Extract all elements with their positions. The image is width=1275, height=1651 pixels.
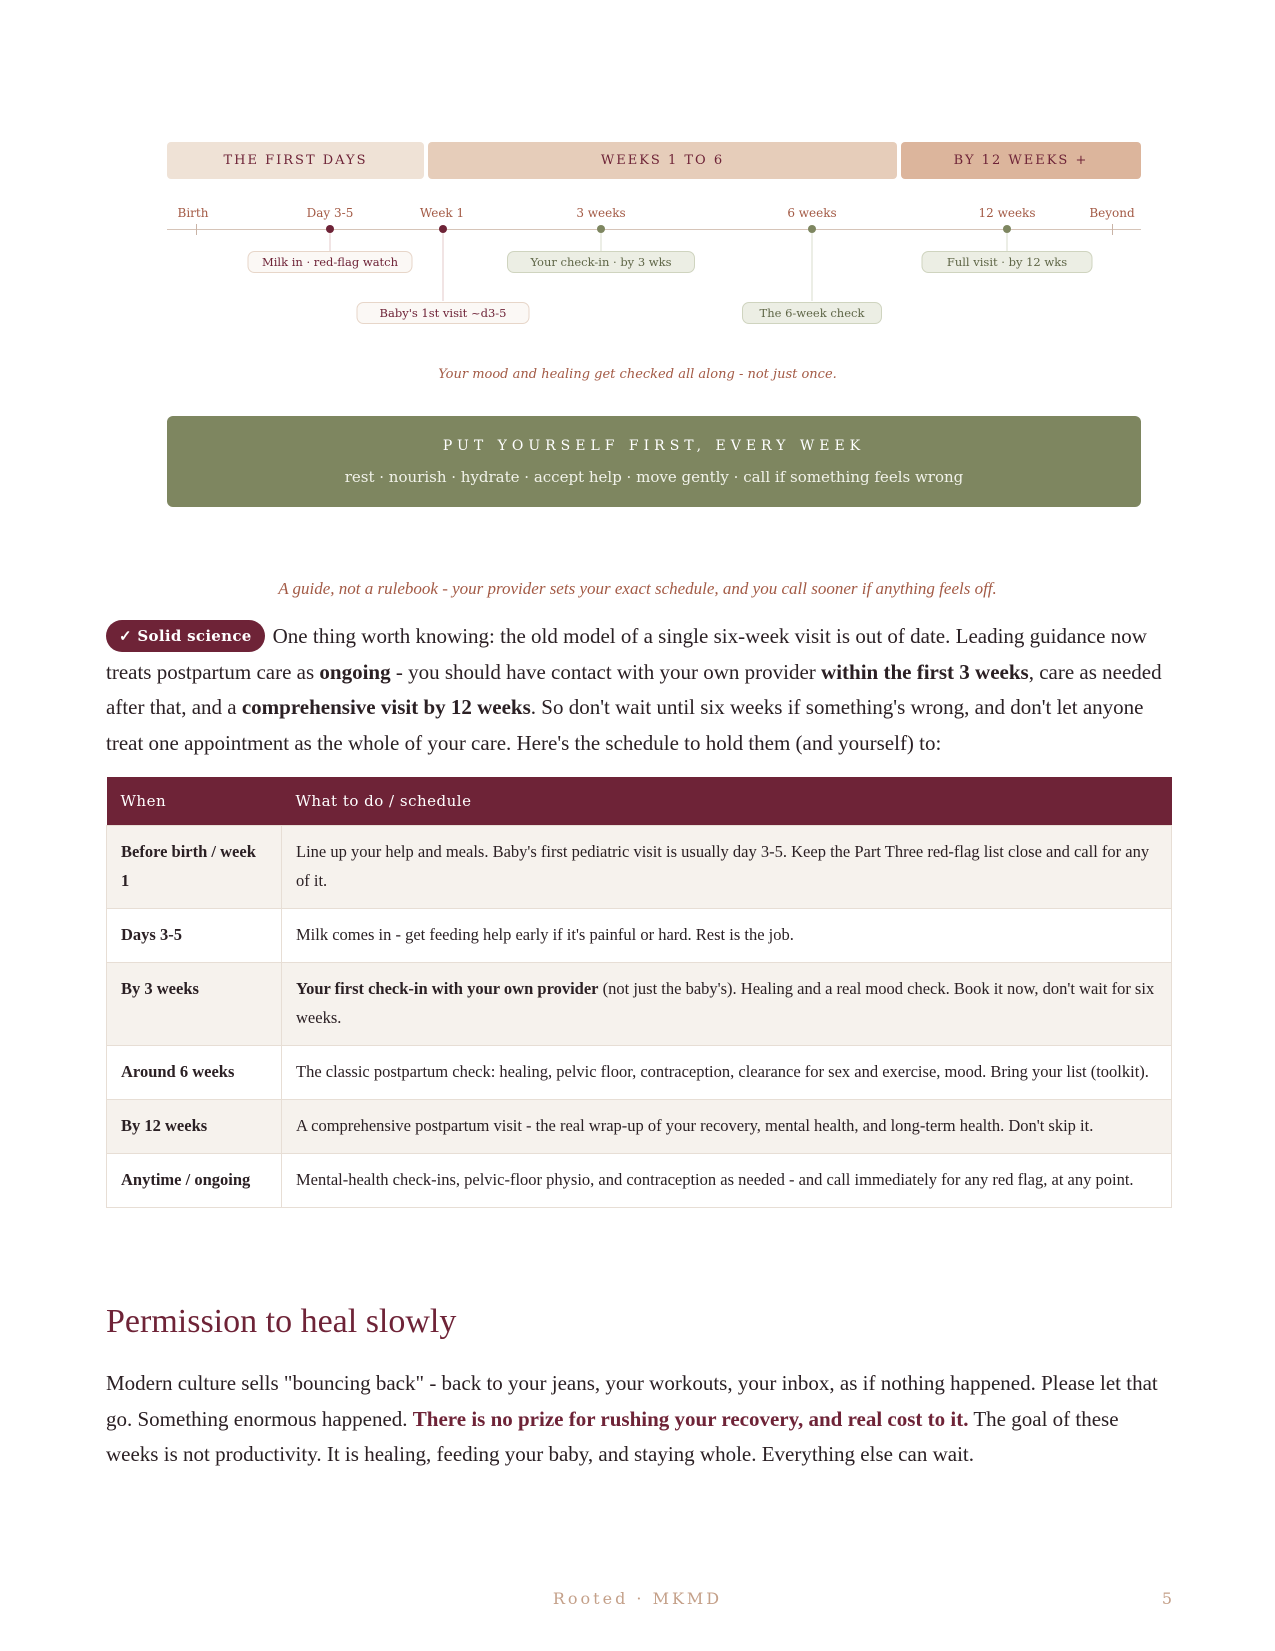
schedule-table [106, 777, 1172, 1208]
timeline-axis [167, 229, 1141, 230]
self-care-banner [167, 416, 1141, 507]
tick-beyond: Beyond [1089, 206, 1135, 220]
intro-bold-3-weeks: within the first 3 weeks [821, 659, 1029, 684]
row-when: Around 6 weeks [107, 1045, 282, 1099]
table-row [107, 962, 1172, 1045]
event-full-visit: Full visit · by 12 wks [922, 251, 1093, 273]
header-what: What to do / schedule [282, 777, 1172, 825]
row-what: Milk comes in - get feeding help early if it's painful or hard. Rest is the job. [282, 908, 1172, 962]
solid-science-badge: ✓ Solid science [106, 620, 265, 652]
page-number: 5 [1161, 1589, 1172, 1608]
stem-6-weeks [812, 229, 813, 301]
section-emphasis: There is no prize for rushing your recovery, and real cost to it. [412, 1406, 969, 1431]
section-text-2: The goal of these weeks is not productivity. It is healing, feeding your baby, and staying whole. Everything else can wait. [106, 1406, 1119, 1466]
row-when: By 3 weeks [107, 962, 282, 1045]
table-row [107, 1099, 1172, 1153]
intro-paragraph [106, 619, 1172, 761]
row-what: Line up your help and meals. Baby's first pediatric visit is usually day 3-5. Keep the Part Three red-flag list close and call for any of it. [282, 825, 1172, 908]
table-row [107, 825, 1172, 908]
row-when: Anytime / ongoing [107, 1153, 282, 1207]
row-what: The classic postpartum check: healing, pelvic floor, contraception, clearance for sex and exercise, mood. Bring your list (toolkit). [282, 1045, 1172, 1099]
milestone-dot-day-3-5 [326, 225, 334, 233]
row-what: Mental-health check-ins, pelvic-floor physio, and contraception as needed - and call immediately for any red flag, at any point. [282, 1153, 1172, 1207]
tick-mark-birth [196, 224, 197, 235]
row-when: By 12 weeks [107, 1099, 282, 1153]
timeline-caption: Your mood and healing get checked all along - not just once. [438, 367, 837, 382]
intro-bold-12-weeks: comprehensive visit by 12 weeks [241, 695, 531, 719]
tick-mark-beyond [1112, 224, 1113, 235]
table-header-row [107, 777, 1172, 825]
section-paragraph [106, 1366, 1172, 1473]
intro-text-2: - you should have contact with your own provider [390, 659, 822, 684]
tick-12-weeks: 12 weeks [978, 206, 1036, 220]
event-6-week-check: The 6-week check [742, 302, 882, 324]
band-first-days: THE FIRST DAYS [167, 142, 424, 179]
event-milk-in: Milk in · red-flag watch [248, 251, 413, 273]
event-baby-first-visit: Baby's 1st visit ~d3-5 [357, 302, 530, 324]
intro-bold-ongoing: ongoing [319, 659, 391, 684]
tick-week-1: Week 1 [419, 206, 465, 220]
intro-text-1: One thing worth knowing: the old model of a single six-week visit is out of date. Leading guidance now treats postpartum care as [106, 624, 1147, 684]
intro-text-4: . So don't wait until six weeks if something's wrong, and don't let anyone treat one appointment as the whole of your care. Here's the schedule to hold them (and yourself) to: [106, 695, 1144, 755]
milestone-dot-6-weeks [808, 225, 816, 233]
guide-note: A guide, not a rulebook - your provider sets your exact schedule, and you call sooner if anything feels off. [278, 579, 997, 598]
footer-brand: Rooted · MKMD [552, 1589, 723, 1608]
banner-title: PUT YOURSELF FIRST, EVERY WEEK [442, 438, 866, 454]
row-what [282, 962, 1172, 1045]
banner-subtitle: rest · nourish · hydrate · accept help · move gently · call if something feels wrong [344, 468, 964, 486]
tick-6-weeks: 6 weeks [787, 206, 837, 220]
table-row [107, 1045, 1172, 1099]
tick-day-3-5: Day 3-5 [306, 206, 354, 220]
stem-week-1 [443, 229, 444, 301]
tick-birth: Birth [177, 206, 209, 220]
header-when: When [107, 777, 282, 825]
table-row [107, 908, 1172, 962]
row-what-rest: (not just the baby's). Healing and a real mood check. Book it now, don't wait for six weeks. [296, 978, 1155, 1027]
row-when: Days 3-5 [107, 908, 282, 962]
section-heading: Permission to heal slowly [106, 1303, 457, 1340]
section-text-1: Modern culture sells "bouncing back" - back to your jeans, your workouts, your inbox, as if nothing happened. Please let that go. Something enormous happened. [106, 1371, 1158, 1431]
milestone-dot-week-1 [439, 225, 447, 233]
event-your-check-in: Your check-in · by 3 wks [507, 251, 695, 273]
band-12-weeks: BY 12 WEEKS + [901, 142, 1141, 179]
band-weeks-1-to-6: WEEKS 1 TO 6 [428, 142, 897, 179]
milestone-dot-3-weeks [597, 225, 605, 233]
intro-text-3: , care as needed after that, and a [106, 659, 1162, 719]
row-what-bold: Your first check-in with your own provider [296, 978, 599, 998]
tick-3-weeks: 3 weeks [576, 206, 626, 220]
row-what: A comprehensive postpartum visit - the real wrap-up of your recovery, mental health, and long-term health. Don't skip it. [282, 1099, 1172, 1153]
milestone-dot-12-weeks [1003, 225, 1011, 233]
table-row [107, 1153, 1172, 1207]
row-when: Before birth / week 1 [107, 825, 282, 908]
